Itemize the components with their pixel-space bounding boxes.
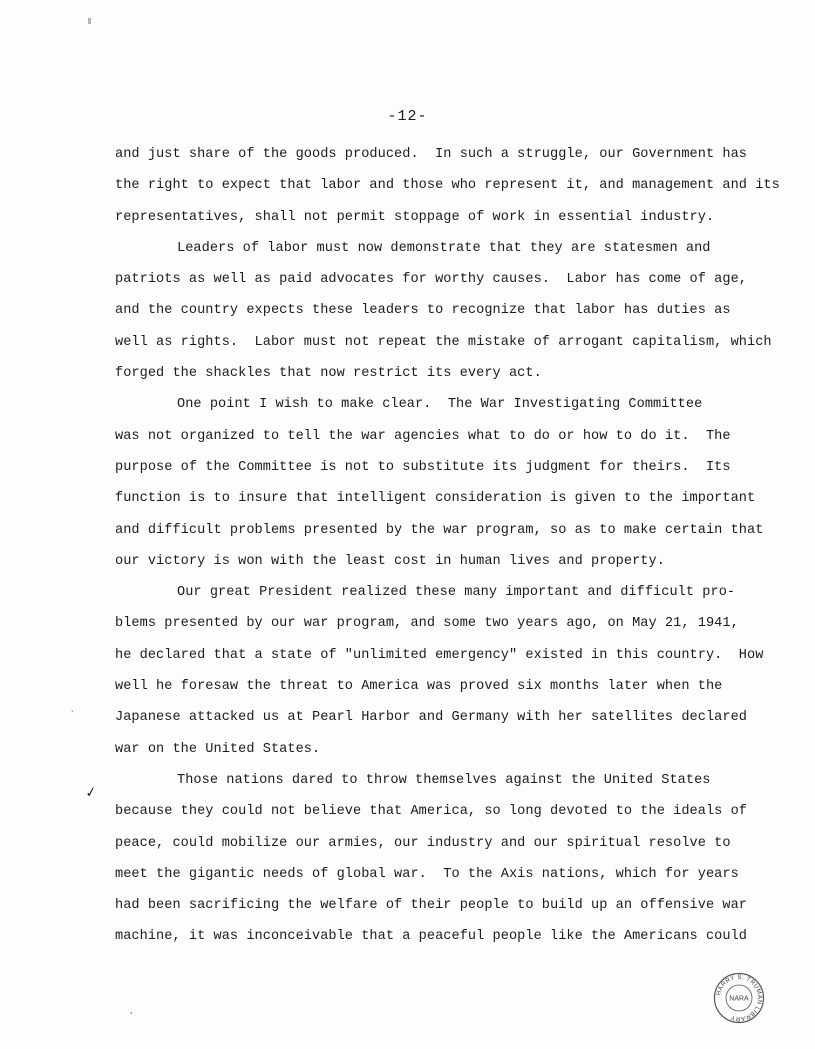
text-line: and just share of the goods produced. In such a struggle, our Government has <box>115 147 747 162</box>
text-line: forged the shackles that now restrict its every act. <box>115 366 542 382</box>
paragraph <box>115 765 765 953</box>
paragraph <box>115 389 765 577</box>
text-line: Those nations dared to throw themselves against the United States <box>177 772 711 788</box>
stamp-center-text: NARA <box>729 995 749 1003</box>
paragraph <box>115 233 772 389</box>
text-line: had been sacrificing the welfare of their people to build up an offensive war <box>115 898 747 914</box>
text-line: representatives, shall not permit stoppage of work in essential industry. <box>115 209 715 225</box>
text-line: and the country expects these leaders to recognize that labor has duties as <box>115 303 731 319</box>
stamp-ring-text: HARRY S. TRUMAN LIBRARY <box>715 973 764 1023</box>
page-number: -12- <box>387 108 428 125</box>
text-line: Leaders of labor must now demonstrate that they are statesmen and <box>177 240 711 256</box>
text-line: well he foresaw the threat to America was proved six months later when the <box>115 679 723 695</box>
text-line: patriots as well as paid advocates for worthy causes. Labor has come of age, <box>115 272 747 288</box>
text-line: war on the United States. <box>115 741 321 757</box>
text-line: peace, could mobilize our armies, our industry and our spiritual resolve to <box>115 835 731 851</box>
text-line: meet the gigantic needs of global war. To the Axis nations, which for years <box>115 866 739 882</box>
scan-speck <box>88 18 91 24</box>
text-line: function is to insure that intelligent consideration is given to the important <box>115 491 756 507</box>
text-line: Japanese attacked us at Pearl Harbor and Germany with her satellites declared <box>115 710 747 726</box>
text-line: purpose of the Committee is not to substitute its judgment for theirs. Its <box>115 459 731 475</box>
paragraph <box>115 577 765 765</box>
body-text <box>115 139 780 953</box>
text-line: he declared that a state of "unlimited emergency" existed in this country. How <box>115 647 764 663</box>
text-line: our victory is won with the least cost in human lives and property. <box>115 553 665 569</box>
text-line: well as rights. Labor must not repeat the mistake of arrogant capitalism, which <box>115 334 772 350</box>
text-line: was not organized to tell the war agencies what to do or how to do it. The <box>115 428 731 444</box>
margin-tick-icon: ˎ <box>69 702 76 714</box>
text-line: because they could not believe that America, so long devoted to the ideals of <box>115 804 747 820</box>
handwritten-check-mark-icon: ✓ <box>84 783 98 803</box>
truman-library-stamp-icon <box>713 972 765 1024</box>
text-line: blems presented by our war program, and some two years ago, on May 21, 1941, <box>115 616 739 632</box>
paragraph <box>115 139 780 233</box>
text-line: and difficult problems presented by the war program, so as to make certain that <box>115 522 764 538</box>
text-line: machine, it was inconceivable that a peaceful people like the Americans could <box>115 929 747 945</box>
text-line: One point I wish to make clear. The War Investigating Committee <box>177 397 703 413</box>
text-line: Our great President realized these many important and difficult pro- <box>177 585 736 601</box>
margin-tick-icon: ˎ <box>127 1000 136 1016</box>
text-line: the right to expect that labor and those who represent it, and management and its <box>115 178 780 194</box>
